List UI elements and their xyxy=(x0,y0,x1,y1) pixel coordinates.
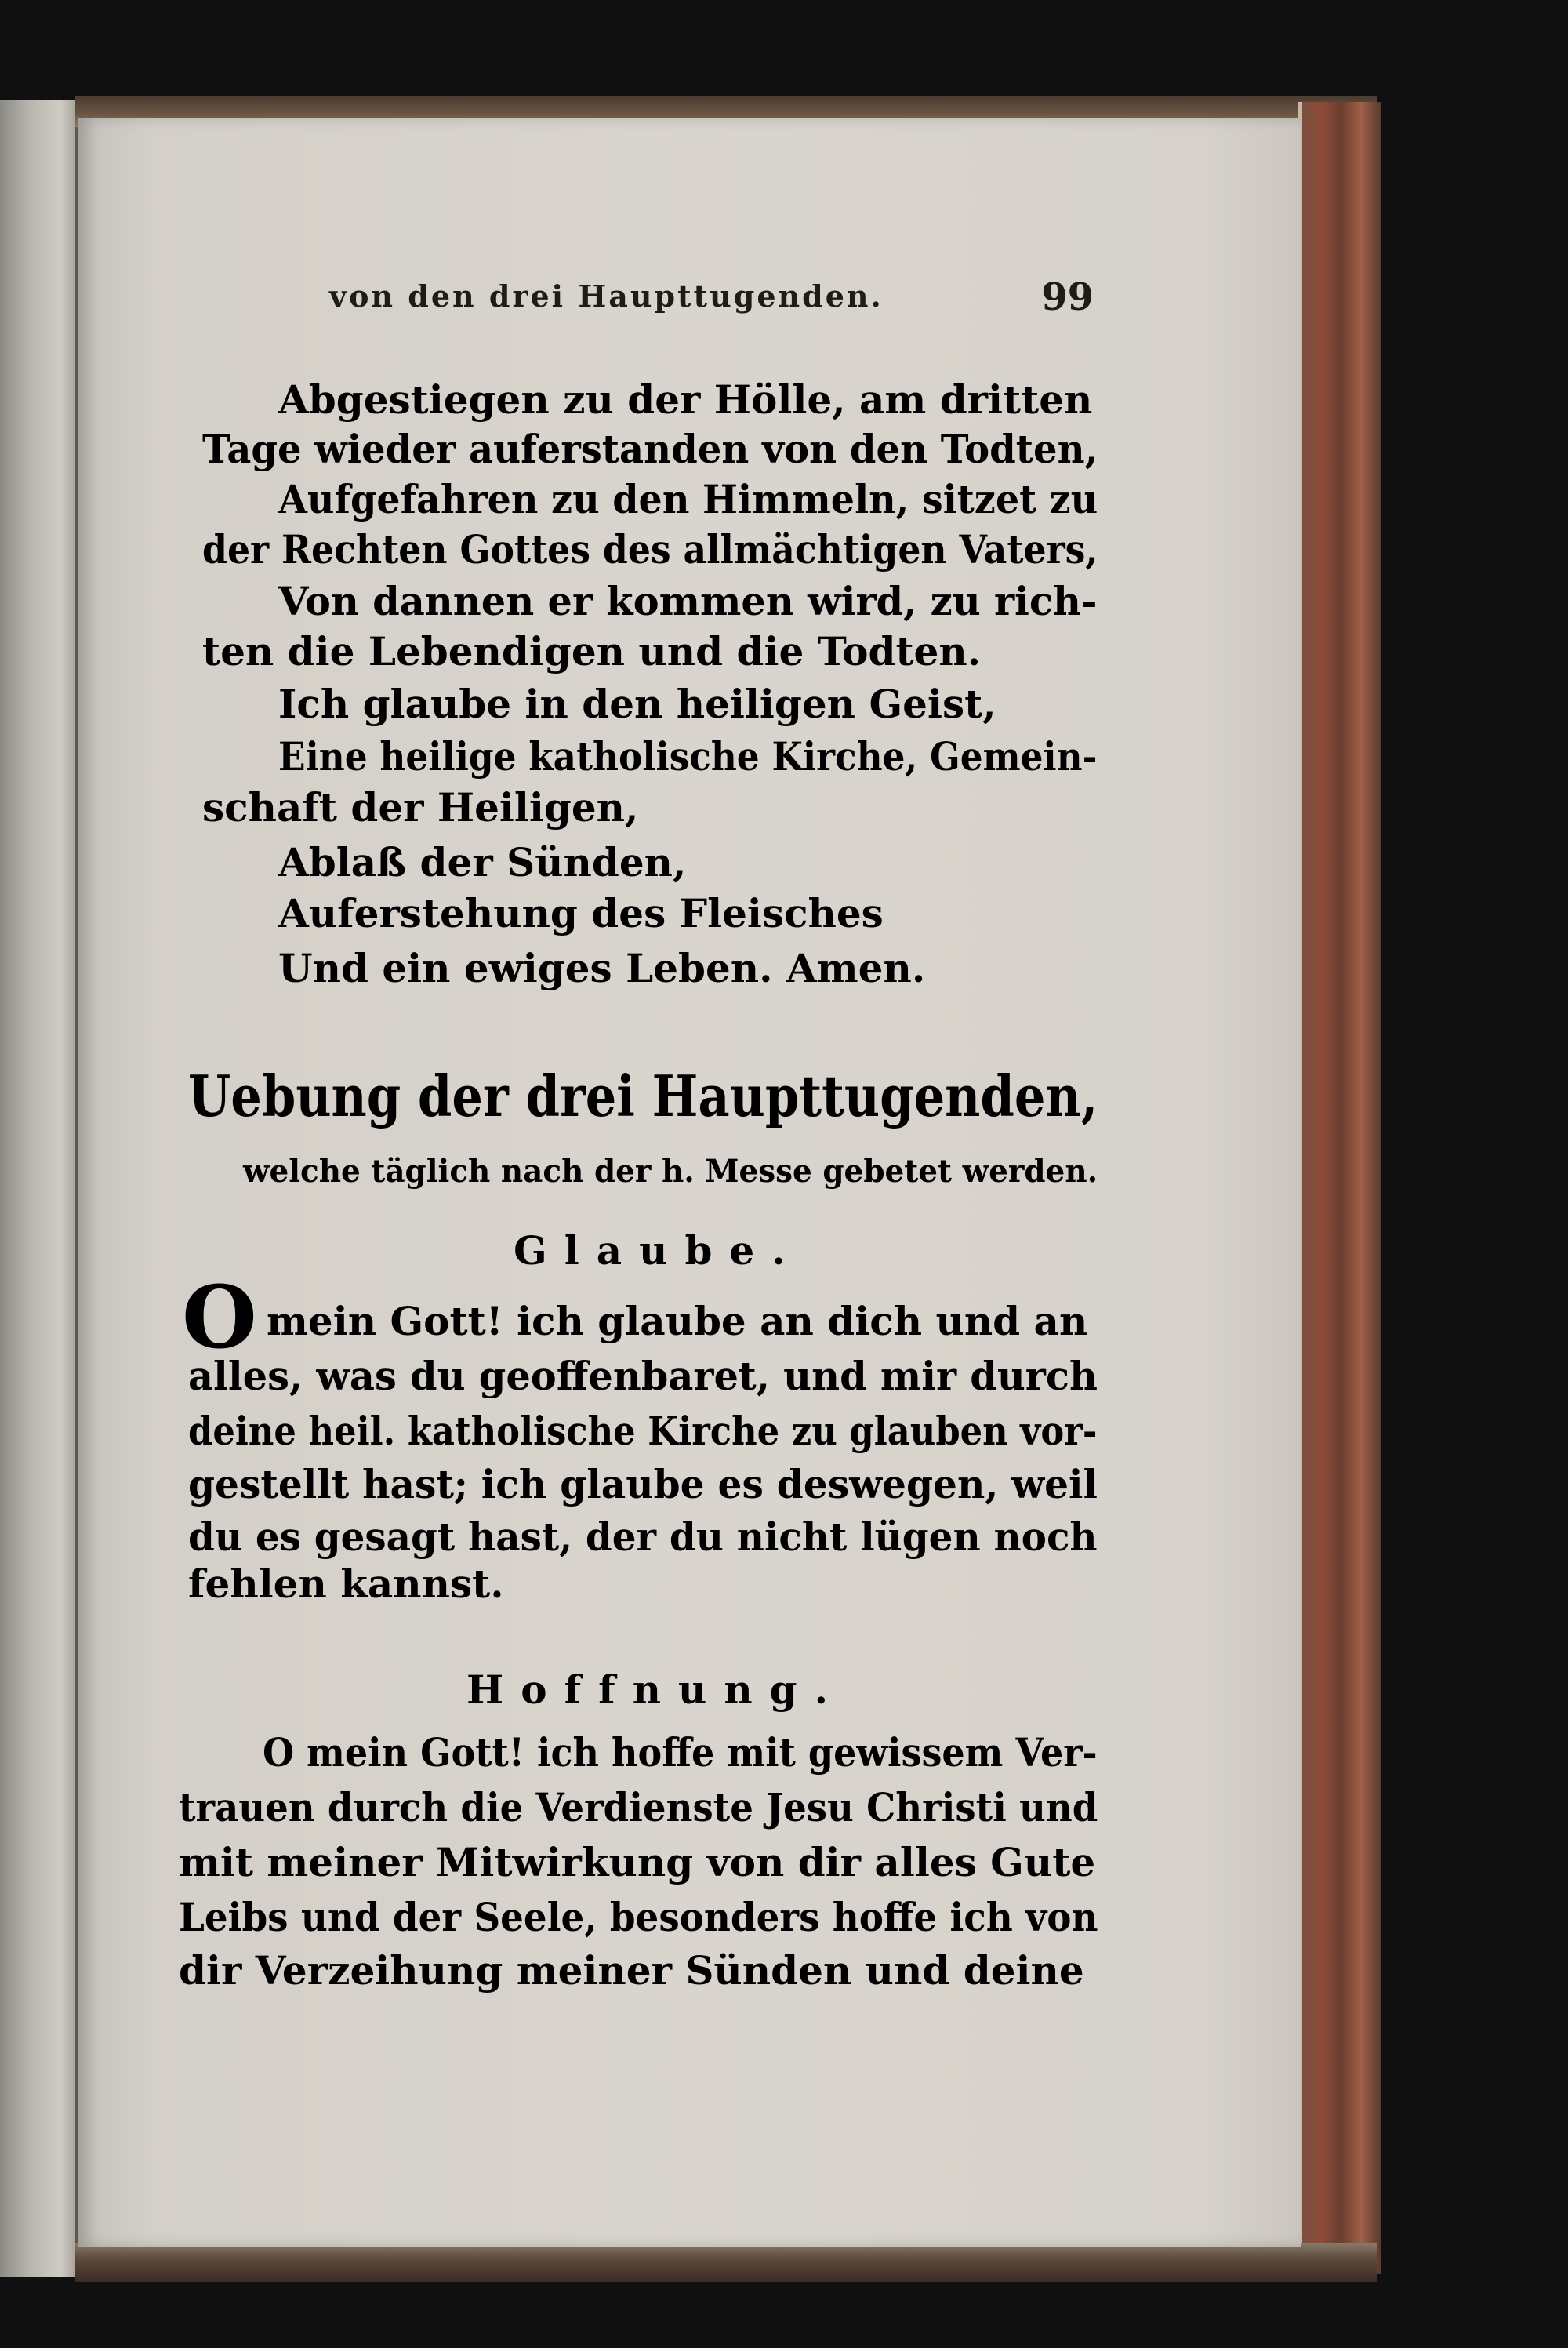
text-line: Tage wieder auferstanden von den Todten, xyxy=(202,426,1098,472)
text-line: Aufgefahren zu den Himmeln, sitzet zu xyxy=(278,476,1098,522)
text-line: trauen durch die Verdienste Jesu Christi und xyxy=(179,1784,1098,1830)
text-line: Eine heilige katholische Kirche, Gemein- xyxy=(278,733,1098,780)
section-subheading: welche täglich nach der h. Messe gebetet werden. xyxy=(243,1153,1098,1190)
text-line: ten die Lebendigen und die Todten. xyxy=(202,628,982,674)
left-page-edge xyxy=(0,100,78,2277)
text-line: Und ein ewiges Leben. Amen. xyxy=(278,945,926,991)
text-line: Von dannen er kommen wird, zu rich- xyxy=(278,578,1098,624)
faith-title: Glaube. xyxy=(514,1227,803,1274)
text-line: alles, was du geoffenbaret, und mir durch xyxy=(188,1353,1098,1399)
text-line: deine heil. katholische Kirche zu glauben vor- xyxy=(188,1408,1098,1454)
book-cover-bottom-edge xyxy=(75,2243,1377,2282)
text-line: mein Gott! ich glaube an dich und an xyxy=(267,1298,1088,1344)
drop-cap: O xyxy=(182,1267,257,1368)
text-line: Ich glaube in den heiligen Geist, xyxy=(278,681,996,727)
text-line: Abgestiegen zu der Hölle, am dritten xyxy=(278,376,1093,423)
hope-title: Hoffnung. xyxy=(466,1666,846,1713)
text-line: mit meiner Mitwirkung von dir alles Gute xyxy=(179,1839,1096,1885)
text-line: der Rechten Gottes des allmächtigen Vaters, xyxy=(202,526,1098,572)
text-line: du es gesagt hast, der du nicht lügen noch xyxy=(188,1514,1098,1560)
text-line: schaft der Heiligen, xyxy=(202,784,639,831)
text-line: gestellt hast; ich glaube es deswegen, weil xyxy=(188,1461,1098,1507)
page-header xyxy=(329,275,1094,325)
text-line: Leibs und der Seele, besonders hoffe ich von xyxy=(179,1894,1098,1940)
section-heading: Uebung der drei Haupttugenden, xyxy=(188,1063,1098,1129)
book-cover-right-edge xyxy=(1298,102,1381,2274)
text-line: fehlen kannst. xyxy=(188,1561,504,1607)
text-line: dir Verzeihung meiner Sünden und deine xyxy=(179,1947,1084,1994)
text-line: Auferstehung des Fleisches xyxy=(278,890,884,936)
text-line: Ablaß der Sünden, xyxy=(278,839,687,885)
page-number: 99 xyxy=(1041,275,1094,319)
running-head: von den drei Haupttugenden. xyxy=(329,278,884,314)
text-line: O mein Gott! ich hoffe mit gewissem Ver- xyxy=(263,1729,1098,1776)
